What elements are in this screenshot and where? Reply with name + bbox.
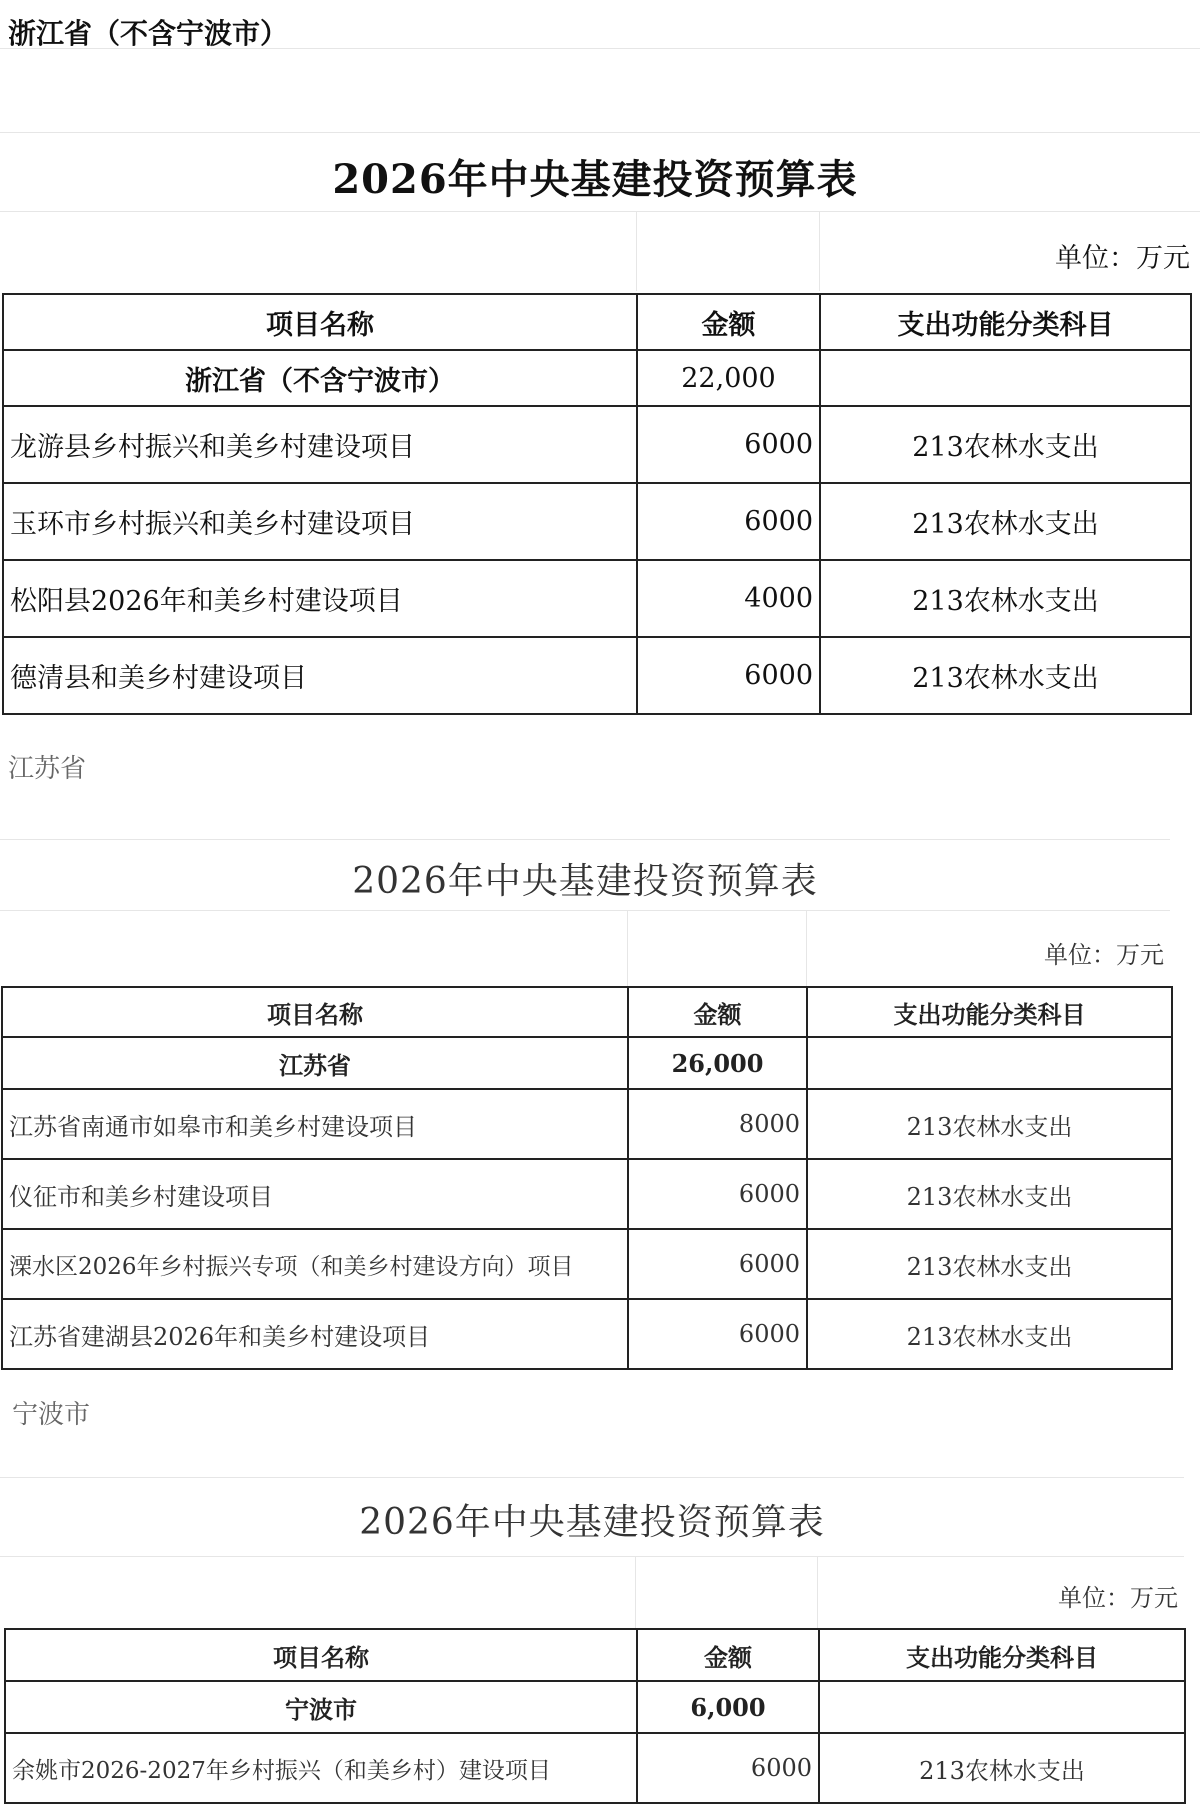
- section-label: 浙江省（不含宁波市）: [8, 17, 289, 50]
- project-category: 213农林水支出: [820, 483, 1191, 560]
- table-row: [5, 1733, 1185, 1803]
- header-amount: 金额: [637, 1629, 819, 1681]
- header-category: 支出功能分类科目: [807, 987, 1172, 1037]
- project-amount: 8000: [628, 1089, 807, 1159]
- grid-line: [627, 910, 628, 986]
- project-category: 213农林水支出: [807, 1089, 1172, 1159]
- header-project-name: 项目名称: [3, 294, 637, 350]
- project-name: 玉环市乡村振兴和美乡村建设项目: [3, 483, 637, 560]
- project-category: 213农林水支出: [820, 560, 1191, 637]
- project-amount: 6000: [637, 1733, 819, 1803]
- header-category: 支出功能分类科目: [820, 294, 1191, 350]
- header-amount: 金额: [637, 294, 820, 350]
- table-row: [2, 1229, 1172, 1299]
- total-amount: 26,000: [628, 1037, 807, 1089]
- section-label: 宁波市: [12, 1400, 91, 1430]
- grid-line: [817, 1556, 818, 1628]
- project-amount: 6000: [628, 1159, 807, 1229]
- header-row: [2, 987, 1172, 1037]
- header-row: [3, 294, 1191, 350]
- table-row: [3, 560, 1191, 637]
- table-row: [3, 637, 1191, 714]
- total-row: [2, 1037, 1172, 1089]
- table-row: [2, 1299, 1172, 1369]
- project-amount: 6000: [637, 406, 820, 483]
- project-name: 江苏省南通市如皋市和美乡村建设项目: [2, 1089, 628, 1159]
- total-name: 宁波市: [5, 1681, 637, 1733]
- table-row: [2, 1089, 1172, 1159]
- header-row: [5, 1629, 1185, 1681]
- unit-label: 单位：万元: [1055, 243, 1190, 274]
- budget-table: [4, 1628, 1186, 1804]
- table-row: [3, 483, 1191, 560]
- table-title: 2026年中央基建投资预算表: [359, 1502, 825, 1543]
- header-project-name: 项目名称: [2, 987, 628, 1037]
- grid-line: [0, 1556, 1184, 1557]
- header-amount: 金额: [628, 987, 807, 1037]
- project-category: 213农林水支出: [807, 1229, 1172, 1299]
- section-label: 江苏省: [8, 754, 87, 784]
- project-category: 213农林水支出: [819, 1733, 1185, 1803]
- grid-line: [0, 839, 1170, 840]
- unit-label: 单位：万元: [1044, 941, 1164, 969]
- total-row: [3, 350, 1191, 406]
- project-category: 213农林水支出: [807, 1159, 1172, 1229]
- project-name: 龙游县乡村振兴和美乡村建设项目: [3, 406, 637, 483]
- project-category: 213农林水支出: [807, 1299, 1172, 1369]
- project-category: 213农林水支出: [820, 637, 1191, 714]
- project-name: 松阳县2026年和美乡村建设项目: [3, 560, 637, 637]
- project-amount: 6000: [628, 1229, 807, 1299]
- project-category: 213农林水支出: [820, 406, 1191, 483]
- project-name: 溧水区2026年乡村振兴专项（和美乡村建设方向）项目: [2, 1229, 628, 1299]
- unit-label: 单位：万元: [1058, 1584, 1178, 1612]
- project-name: 江苏省建湖县2026年和美乡村建设项目: [2, 1299, 628, 1369]
- project-name: 余姚市2026-2027年乡村振兴（和美乡村）建设项目: [5, 1733, 637, 1803]
- project-name: 德清县和美乡村建设项目: [3, 637, 637, 714]
- project-amount: 6000: [637, 483, 820, 560]
- total-category: [819, 1681, 1185, 1733]
- project-amount: 4000: [637, 560, 820, 637]
- table-row: [2, 1159, 1172, 1229]
- total-name: 浙江省（不含宁波市）: [3, 350, 637, 406]
- grid-line: [0, 211, 1200, 212]
- total-category: [807, 1037, 1172, 1089]
- grid-line: [806, 910, 807, 986]
- project-amount: 6000: [637, 637, 820, 714]
- table-title: 2026年中央基建投资预算表: [352, 861, 818, 902]
- table-row: [3, 406, 1191, 483]
- grid-line: [0, 1477, 1184, 1478]
- total-amount: 22,000: [637, 350, 820, 406]
- total-name: 江苏省: [2, 1037, 628, 1089]
- grid-line: [635, 1556, 636, 1628]
- budget-table: [1, 986, 1173, 1370]
- total-category: [820, 350, 1191, 406]
- total-amount: 6,000: [637, 1681, 819, 1733]
- table-title: 2026年中央基建投资预算表: [332, 156, 858, 203]
- project-name: 仪征市和美乡村建设项目: [2, 1159, 628, 1229]
- grid-line: [819, 211, 820, 291]
- header-category: 支出功能分类科目: [819, 1629, 1185, 1681]
- grid-line: [636, 211, 637, 291]
- grid-line: [0, 910, 1170, 911]
- total-row: [5, 1681, 1185, 1733]
- grid-line: [0, 132, 1200, 133]
- header-project-name: 项目名称: [5, 1629, 637, 1681]
- project-amount: 6000: [628, 1299, 807, 1369]
- budget-table: [2, 293, 1192, 715]
